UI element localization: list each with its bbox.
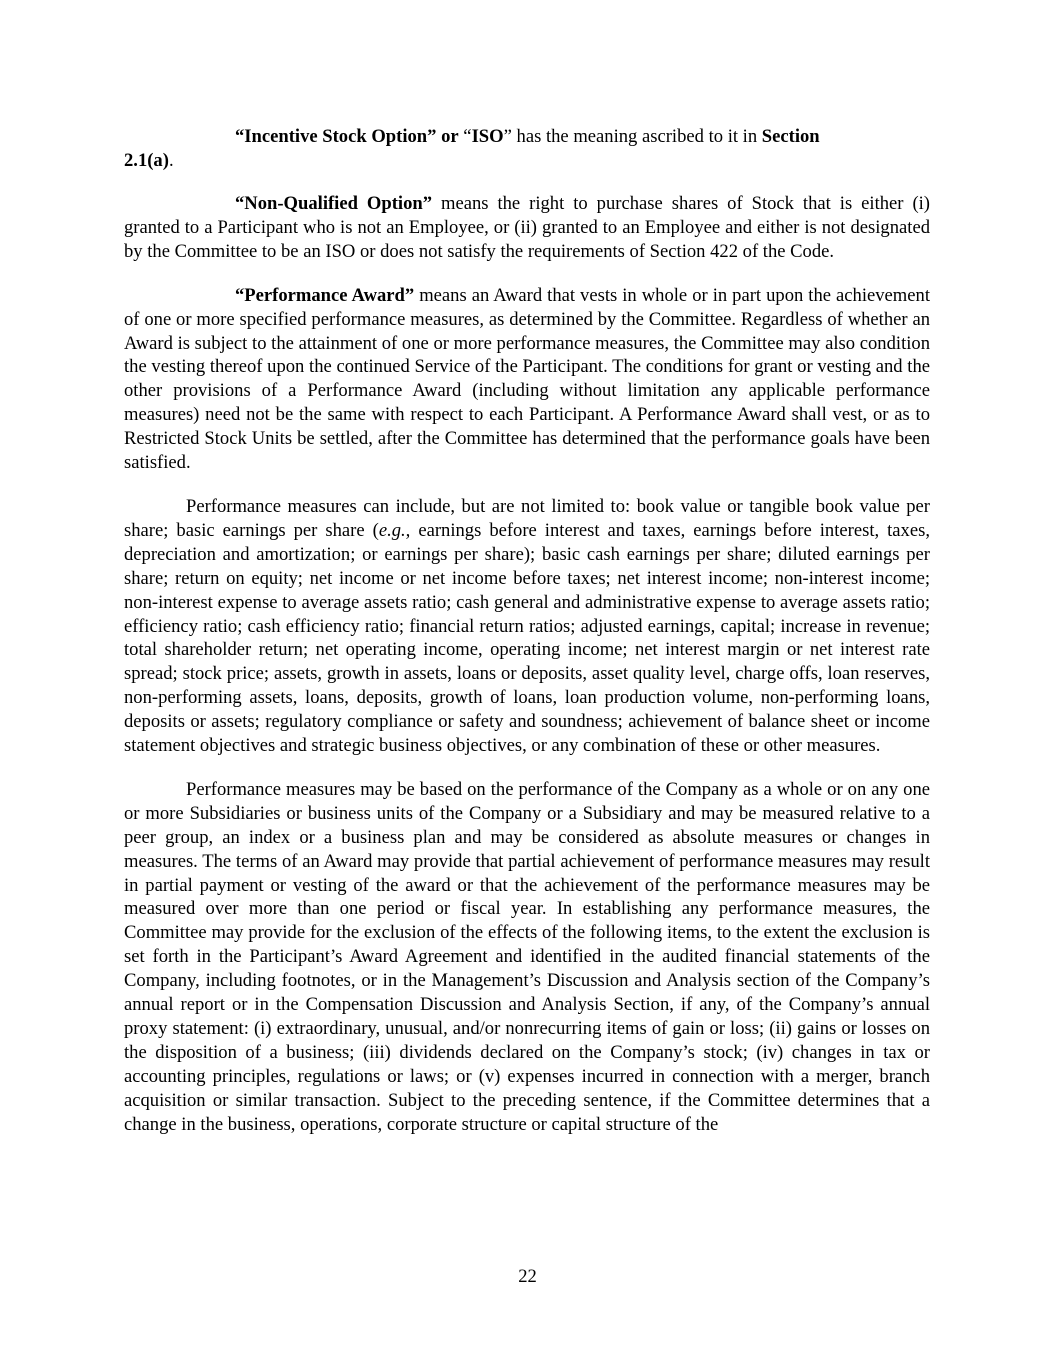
- term-incentive-stock-option: “Incentive Stock Option” or: [235, 126, 459, 147]
- section-reference: Section: [761, 126, 820, 147]
- term-performance-award: “Performance Award”: [235, 284, 415, 306]
- definition-iso-line: “Incentive Stock Option” or “ISO” has the meaning ascribed to it in Section: [235, 126, 820, 147]
- term-non-qualified-option: “Non-Qualified Option”: [235, 193, 433, 214]
- page-number: 22: [518, 1266, 537, 1287]
- term-iso-abbrev: ISO: [471, 126, 504, 147]
- section-reference-number: 2.1(a): [124, 150, 169, 171]
- paragraph-performance-measures-basis: Performance measures may be based on the performance of the Company as a whole or on any one or more Subsidiaries or business units of the Company or a Subsidiary and may be measured relative to a peer group, an index or a business plan and may be considered as absolute measures or changes in measures. The terms of an Award may provide that partial achievement of performance measures may result in partial payment or vesting of the award or that the achievement of the performance measures may be measured over more than one period or fiscal year. In establishing any performance measures, the Committee may provide for the exclusion of the effects of the following items, to the extent the exclusion is set forth in the Participant’s Award Agreement and identified in the audited financial statements of the Company, including footnotes, or in the Management’s Discussion and Analysis section of the Company’s annual report or in the Compensation Discussion and Analysis Section, if any, of the Company’s annual proxy statement: (i) extraordinary, unusual, and/or nonrecurring items of gain or loss; (ii) gains or losses on the disposition of a business; (iii) dividends declared on the Company’s stock; (iv) changes in tax or accounting principles, regulations or laws; or (v) expenses incurred in connection with a merger, branch acquisition or similar transaction. Subject to the preceding sentence, if the Committee determines that a change in the business, operations, corporate structure or capital structure of the: [124, 778, 930, 1135]
- definition-performance-award: “Performance Award” means an Award that vests in whole or in part upon the achievement of one or more specified performance measures, as determined by the Committee. Regardless of whether an Award is subject to the attainment of one or more performance measures, the Committee may also condition the vesting thereof upon the continued Service of the Participant. The conditions for grant or vesting and the other provisions of a Performance Award (including without limitation any applicable performance measures) need not be the same with respect to each Participant. A Performance Award shall vest, or as to Restricted Stock Units be settled, after the Committee has determined that the performance goals have been satisfied.: [124, 284, 930, 474]
- eg-abbreviation: e.g.,: [378, 519, 411, 541]
- definition-iso-line-2: 2.1(a).: [124, 150, 174, 171]
- definition-non-qualified-option: “Non-Qualified Option” means the right to purchase shares of Stock that is either (i) granted to a Participant who is not an Employee, or (ii) granted to an Employee and either is not designated by the Committee to be an ISO or does not satisfy the requirements of Section 422 of the Code.: [124, 193, 931, 262]
- paragraph-performance-measures-list: Performance measures can include, but are not limited to: book value or tangible book value per share; basic earnings per share (e.g., earnings before interest and taxes, earnings before interest, taxes, depreciation and amortization; or earnings per share); basic cash earnings per share; diluted earnings per share; return on equity; net income or net income before taxes; net interest income; non-interest income; non-interest expense to average assets ratio; cash general and administrative expense to average assets ratio; efficiency ratio; cash efficiency ratio; financial return ratios; adjusted earnings, capital; increase in revenue; total shareholder return; net operating income, operating income; net interest margin or net interest rate spread; stock price; assets, growth in assets, loans or deposits, asset quality level, charge offs, loan reserves, non-performing assets, loans, deposits, growth of loans, loan production volume, non-performing loans, deposits or assets; regulatory compliance or safety and soundness; achievement of balance sheet or income statement objectives and strategic business objectives, or any combination of these or other measures.: [124, 495, 930, 757]
- document-page: [124, 124, 930, 1157]
- definition-incentive-stock-option: [124, 124, 930, 172]
